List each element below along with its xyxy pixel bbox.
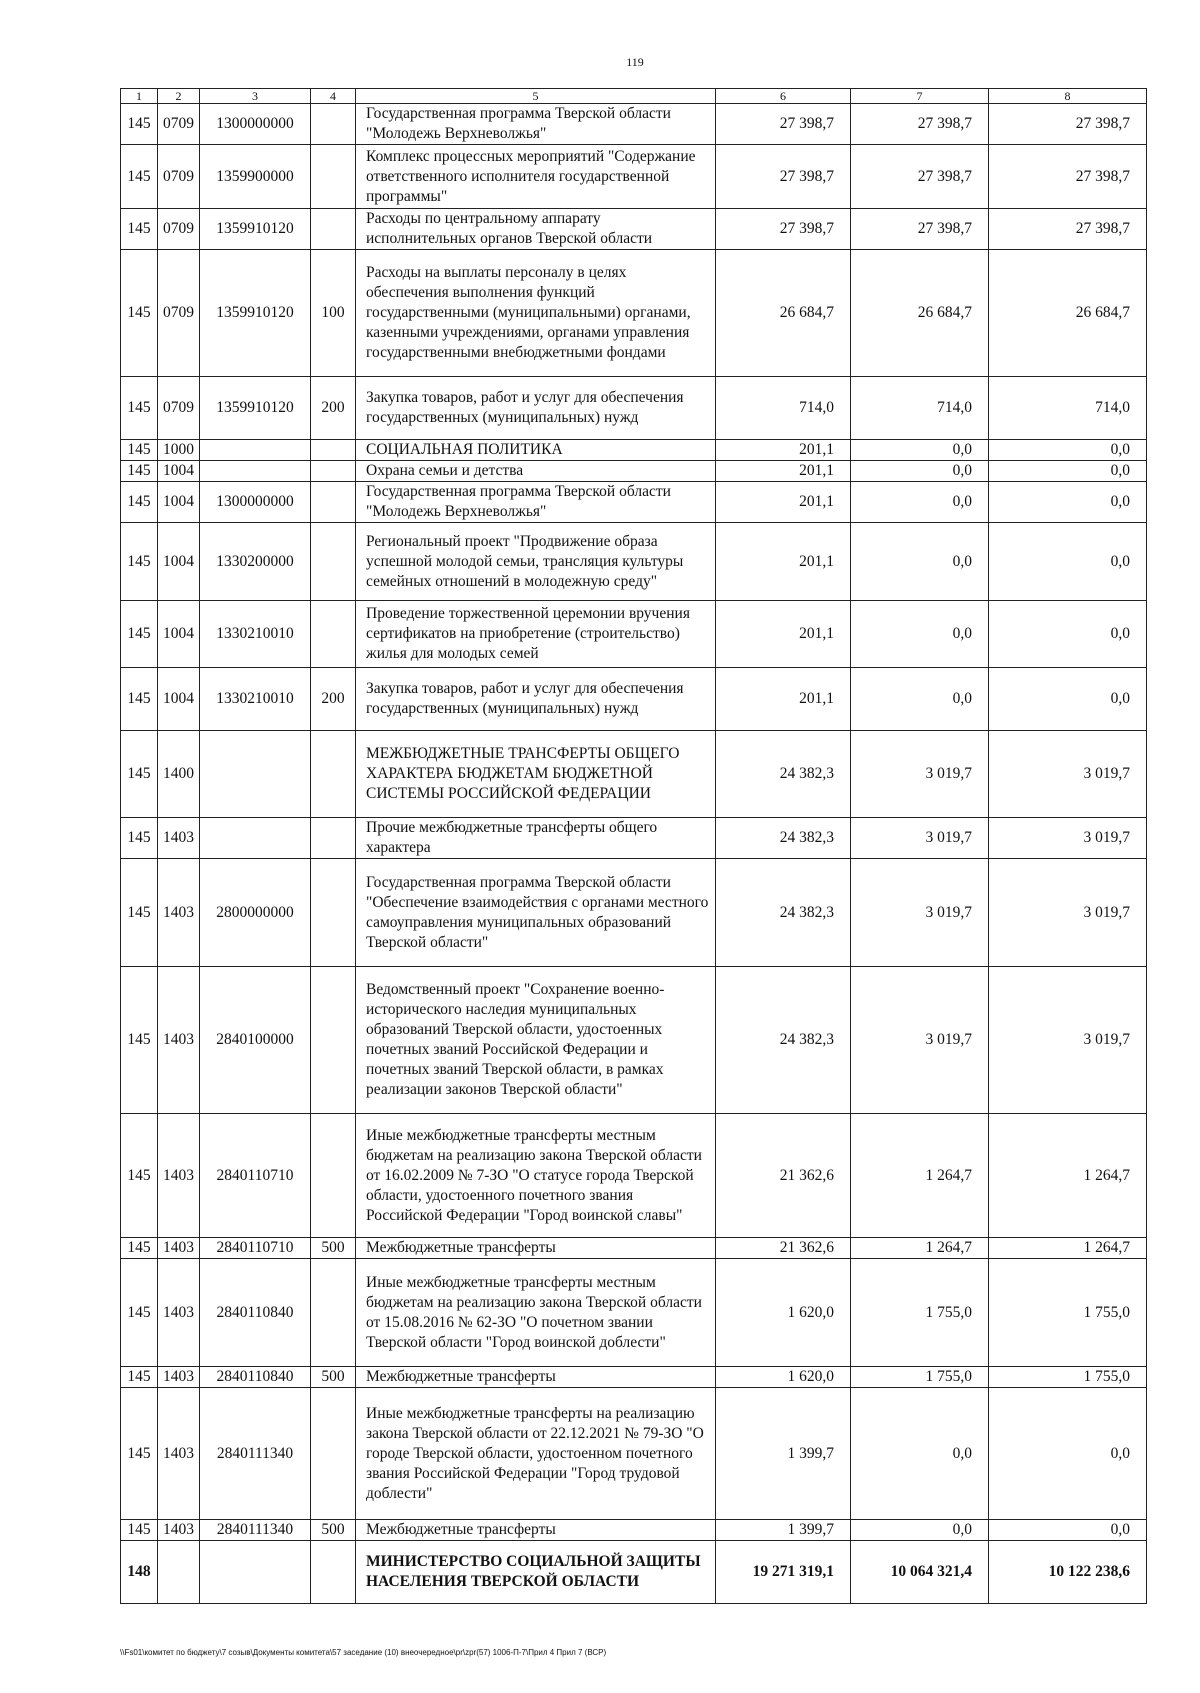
row-expense-type [311,1388,356,1520]
row-target-code [200,1541,311,1604]
row-org-code: 145 [121,461,158,482]
page-number: 119 [626,55,644,69]
row-value-8: 3 019,7 [989,731,1147,818]
row-value-6: 21 362,6 [716,1238,851,1259]
row-value-7: 1 264,7 [851,1114,989,1238]
row-value-8: 27 398,7 [989,104,1147,145]
row-org-code: 145 [121,440,158,461]
row-target-code [200,440,311,461]
row-target-code: 2840110840 [200,1367,311,1388]
row-org-code: 145 [121,1238,158,1259]
row-target-code: 1359900000 [200,145,311,209]
row-org-code: 145 [121,250,158,377]
row-value-8: 27 398,7 [989,209,1147,250]
row-value-6: 201,1 [716,461,851,482]
row-value-7: 0,0 [851,523,989,601]
row-value-8: 0,0 [989,482,1147,523]
row-value-8: 714,0 [989,377,1147,440]
row-value-8: 0,0 [989,1520,1147,1541]
row-expense-type: 500 [311,1238,356,1259]
row-value-7: 1 264,7 [851,1238,989,1259]
row-target-code [200,818,311,859]
row-expense-type [311,104,356,145]
row-value-6: 27 398,7 [716,209,851,250]
row-org-code: 145 [121,818,158,859]
row-description: Иные межбюджетные трансферты местным бюджетам на реализацию закона Тверской области от 15.08.2016 № 62-ЗО "О почетном звании Тверской области "Город воинской доблести" [356,1259,716,1367]
row-value-7: 0,0 [851,461,989,482]
row-section-code: 1000 [158,440,200,461]
row-description: Расходы на выплаты персоналу в целях обеспечения выполнения функций государственными (муниципальными) органами, казенными учреждениями, органами управления государственными внебюджетными фондами [356,250,716,377]
table-row [121,250,1147,377]
row-target-code: 2800000000 [200,859,311,967]
row-target-code: 2840100000 [200,967,311,1114]
row-target-code: 2840111340 [200,1520,311,1541]
row-value-8: 1 755,0 [989,1259,1147,1367]
row-description: Государственная программа Тверской области "Молодежь Верхневолжья" [356,482,716,523]
row-value-8: 10 122 238,6 [989,1541,1147,1604]
row-value-7: 0,0 [851,440,989,461]
row-description: Расходы по центральному аппарату исполнительных органов Тверской области [356,209,716,250]
row-target-code: 2840111340 [200,1388,311,1520]
row-description: Межбюджетные трансферты [356,1238,716,1259]
column-header-cell: 6 [716,89,851,104]
row-value-8: 0,0 [989,601,1147,668]
row-description: Межбюджетные трансферты [356,1367,716,1388]
row-value-7: 0,0 [851,482,989,523]
row-value-7: 10 064 321,4 [851,1541,989,1604]
row-description: СОЦИАЛЬНАЯ ПОЛИТИКА [356,440,716,461]
row-value-8: 0,0 [989,1388,1147,1520]
table-row [121,818,1147,859]
row-target-code [200,461,311,482]
row-expense-type [311,1541,356,1604]
row-value-7: 3 019,7 [851,859,989,967]
row-section-code: 0709 [158,104,200,145]
row-description: МЕЖБЮДЖЕТНЫЕ ТРАНСФЕРТЫ ОБЩЕГО ХАРАКТЕРА БЮДЖЕТАМ БЮДЖЕТНОЙ СИСТЕМЫ РОССИЙСКОЙ ФЕДЕРАЦИИ [356,731,716,818]
row-value-8: 0,0 [989,461,1147,482]
column-header-cell: 8 [989,89,1147,104]
table-row [121,1520,1147,1541]
row-description: Межбюджетные трансферты [356,1520,716,1541]
table-row [121,601,1147,668]
row-org-code: 145 [121,104,158,145]
row-description: Комплекс процессных мероприятий "Содержание ответственного исполнителя государственной программы" [356,145,716,209]
row-org-code: 145 [121,482,158,523]
row-value-6: 201,1 [716,523,851,601]
row-value-6: 21 362,6 [716,1114,851,1238]
row-description: Закупка товаров, работ и услуг для обеспечения государственных (муниципальных) нужд [356,668,716,731]
row-value-6: 27 398,7 [716,145,851,209]
row-target-code: 1330200000 [200,523,311,601]
row-section-code: 1403 [158,1259,200,1367]
row-value-8: 0,0 [989,440,1147,461]
table-row [121,104,1147,145]
table-row [121,523,1147,601]
row-value-6: 19 271 319,1 [716,1541,851,1604]
row-org-code: 145 [121,1367,158,1388]
row-org-code: 145 [121,1388,158,1520]
row-section-code: 1004 [158,482,200,523]
row-target-code: 1359910120 [200,377,311,440]
row-value-6: 201,1 [716,482,851,523]
row-value-8: 3 019,7 [989,967,1147,1114]
column-number-header [121,89,1147,104]
column-header-cell: 7 [851,89,989,104]
row-description: Прочие межбюджетные трансферты общего характера [356,818,716,859]
row-target-code: 1330210010 [200,668,311,731]
row-description: Ведомственный проект "Сохранение военно-исторического наследия муниципальных образований Тверской области, удостоенных почетных званий Российской Федерации и почетных званий Тверской области, в рамках реализации законов Тверской области" [356,967,716,1114]
row-description: Государственная программа Тверской области "Молодежь Верхневолжья" [356,104,716,145]
row-value-6: 24 382,3 [716,859,851,967]
row-section-code: 1004 [158,601,200,668]
row-value-8: 27 398,7 [989,145,1147,209]
row-expense-type [311,818,356,859]
row-target-code: 2840110710 [200,1114,311,1238]
row-value-6: 1 620,0 [716,1259,851,1367]
row-value-8: 3 019,7 [989,818,1147,859]
row-value-6: 24 382,3 [716,967,851,1114]
column-header-cell: 4 [311,89,356,104]
row-value-7: 1 755,0 [851,1367,989,1388]
row-value-7: 0,0 [851,668,989,731]
row-section-code: 1403 [158,1114,200,1238]
row-value-7: 3 019,7 [851,818,989,859]
budget-table [120,88,1147,1604]
column-header-cell: 2 [158,89,200,104]
row-target-code: 2840110710 [200,1238,311,1259]
row-expense-type [311,482,356,523]
row-org-code: 145 [121,668,158,731]
row-section-code: 1403 [158,1238,200,1259]
row-target-code: 1300000000 [200,482,311,523]
row-description: Иные межбюджетные трансферты на реализацию закона Тверской области от 22.12.2021 № 79-ЗО "О городе Тверской области, удостоенном почетного звания Российской Федерации "Город трудовой доблести" [356,1388,716,1520]
column-header-cell: 5 [356,89,716,104]
column-header-cell: 1 [121,89,158,104]
row-expense-type [311,967,356,1114]
row-expense-type [311,1114,356,1238]
row-expense-type: 200 [311,377,356,440]
row-value-7: 1 755,0 [851,1259,989,1367]
row-expense-type [311,731,356,818]
row-value-8: 1 755,0 [989,1367,1147,1388]
row-value-7: 3 019,7 [851,731,989,818]
row-expense-type [311,601,356,668]
row-target-code: 1359910120 [200,250,311,377]
row-value-6: 26 684,7 [716,250,851,377]
table-row [121,731,1147,818]
row-value-7: 0,0 [851,601,989,668]
row-org-code: 145 [121,145,158,209]
row-expense-type: 200 [311,668,356,731]
row-description: Региональный проект "Продвижение образа успешной молодой семьи, трансляция культуры семейных отношений в молодежную среду" [356,523,716,601]
row-org-code: 145 [121,523,158,601]
table-row [121,1259,1147,1367]
table-row [121,1541,1147,1604]
row-expense-type [311,209,356,250]
row-target-code: 1300000000 [200,104,311,145]
table-row [121,377,1147,440]
row-expense-type: 100 [311,250,356,377]
row-section-code: 1403 [158,967,200,1114]
row-value-6: 1 399,7 [716,1388,851,1520]
row-description: Охрана семьи и детства [356,461,716,482]
table-row [121,1367,1147,1388]
row-value-8: 0,0 [989,668,1147,731]
row-target-code: 1330210010 [200,601,311,668]
row-section-code: 1400 [158,731,200,818]
row-value-7: 26 684,7 [851,250,989,377]
row-section-code: 0709 [158,250,200,377]
table-row [121,461,1147,482]
row-expense-type: 500 [311,1520,356,1541]
table-row [121,1114,1147,1238]
row-value-7: 27 398,7 [851,104,989,145]
row-target-code: 1359910120 [200,209,311,250]
row-expense-type [311,523,356,601]
row-section-code: 0709 [158,145,200,209]
row-value-7: 0,0 [851,1388,989,1520]
row-section-code [158,1541,200,1604]
row-description: Государственная программа Тверской области "Обеспечение взаимодействия с органами местного самоуправления муниципальных образований Тверской области" [356,859,716,967]
row-org-code: 145 [121,859,158,967]
table-row [121,1388,1147,1520]
row-value-8: 1 264,7 [989,1114,1147,1238]
row-org-code: 148 [121,1541,158,1604]
row-value-8: 0,0 [989,523,1147,601]
row-org-code: 145 [121,1520,158,1541]
row-value-6: 201,1 [716,601,851,668]
row-description: Проведение торжественной церемонии вручения сертификатов на приобретение (строительство) жилья для молодых семей [356,601,716,668]
row-value-7: 3 019,7 [851,967,989,1114]
row-value-6: 24 382,3 [716,818,851,859]
row-section-code: 1004 [158,668,200,731]
row-value-7: 27 398,7 [851,209,989,250]
table-row [121,482,1147,523]
row-value-6: 1 399,7 [716,1520,851,1541]
row-description: МИНИСТЕРСТВО СОЦИАЛЬНОЙ ЗАЩИТЫ НАСЕЛЕНИЯ ТВЕРСКОЙ ОБЛАСТИ [356,1541,716,1604]
row-value-7: 27 398,7 [851,145,989,209]
table-row [121,145,1147,209]
row-org-code: 145 [121,601,158,668]
row-value-6: 1 620,0 [716,1367,851,1388]
row-section-code: 1403 [158,818,200,859]
table-row [121,967,1147,1114]
column-header-cell: 3 [200,89,311,104]
table-row [121,209,1147,250]
row-value-7: 714,0 [851,377,989,440]
footer-file-path: \\Fs01\комитет по бюджету\7 созыв\Документы комитета\57 заседание (10) внеочередное\pr\zpr(57) 1006-П-7\Прил 4 Прил 7 (ВСР) [120,1648,607,1657]
table-row [121,859,1147,967]
row-expense-type [311,859,356,967]
table-row [121,440,1147,461]
row-value-8: 3 019,7 [989,859,1147,967]
row-value-7: 0,0 [851,1520,989,1541]
row-org-code: 145 [121,967,158,1114]
row-expense-type [311,440,356,461]
row-expense-type [311,1259,356,1367]
row-value-6: 27 398,7 [716,104,851,145]
row-description: Закупка товаров, работ и услуг для обеспечения государственных (муниципальных) нужд [356,377,716,440]
row-value-8: 1 264,7 [989,1238,1147,1259]
row-value-6: 714,0 [716,377,851,440]
row-org-code: 145 [121,209,158,250]
row-section-code: 0709 [158,377,200,440]
row-value-6: 201,1 [716,668,851,731]
row-target-code: 2840110840 [200,1259,311,1367]
table-row [121,668,1147,731]
row-section-code: 1403 [158,1520,200,1541]
row-section-code: 1403 [158,1388,200,1520]
row-value-6: 201,1 [716,440,851,461]
row-org-code: 145 [121,1259,158,1367]
row-target-code [200,731,311,818]
row-expense-type [311,145,356,209]
row-value-6: 24 382,3 [716,731,851,818]
row-org-code: 145 [121,1114,158,1238]
row-expense-type: 500 [311,1367,356,1388]
row-section-code: 1403 [158,1367,200,1388]
row-section-code: 0709 [158,209,200,250]
row-section-code: 1004 [158,461,200,482]
row-section-code: 1403 [158,859,200,967]
table-row [121,1238,1147,1259]
row-value-8: 26 684,7 [989,250,1147,377]
row-org-code: 145 [121,731,158,818]
row-expense-type [311,461,356,482]
row-description: Иные межбюджетные трансферты местным бюджетам на реализацию закона Тверской области от 16.02.2009 № 7-ЗО "О статусе города Тверской области, удостоенного почетного звания Российской Федерации "Город воинской славы" [356,1114,716,1238]
row-org-code: 145 [121,377,158,440]
row-section-code: 1004 [158,523,200,601]
